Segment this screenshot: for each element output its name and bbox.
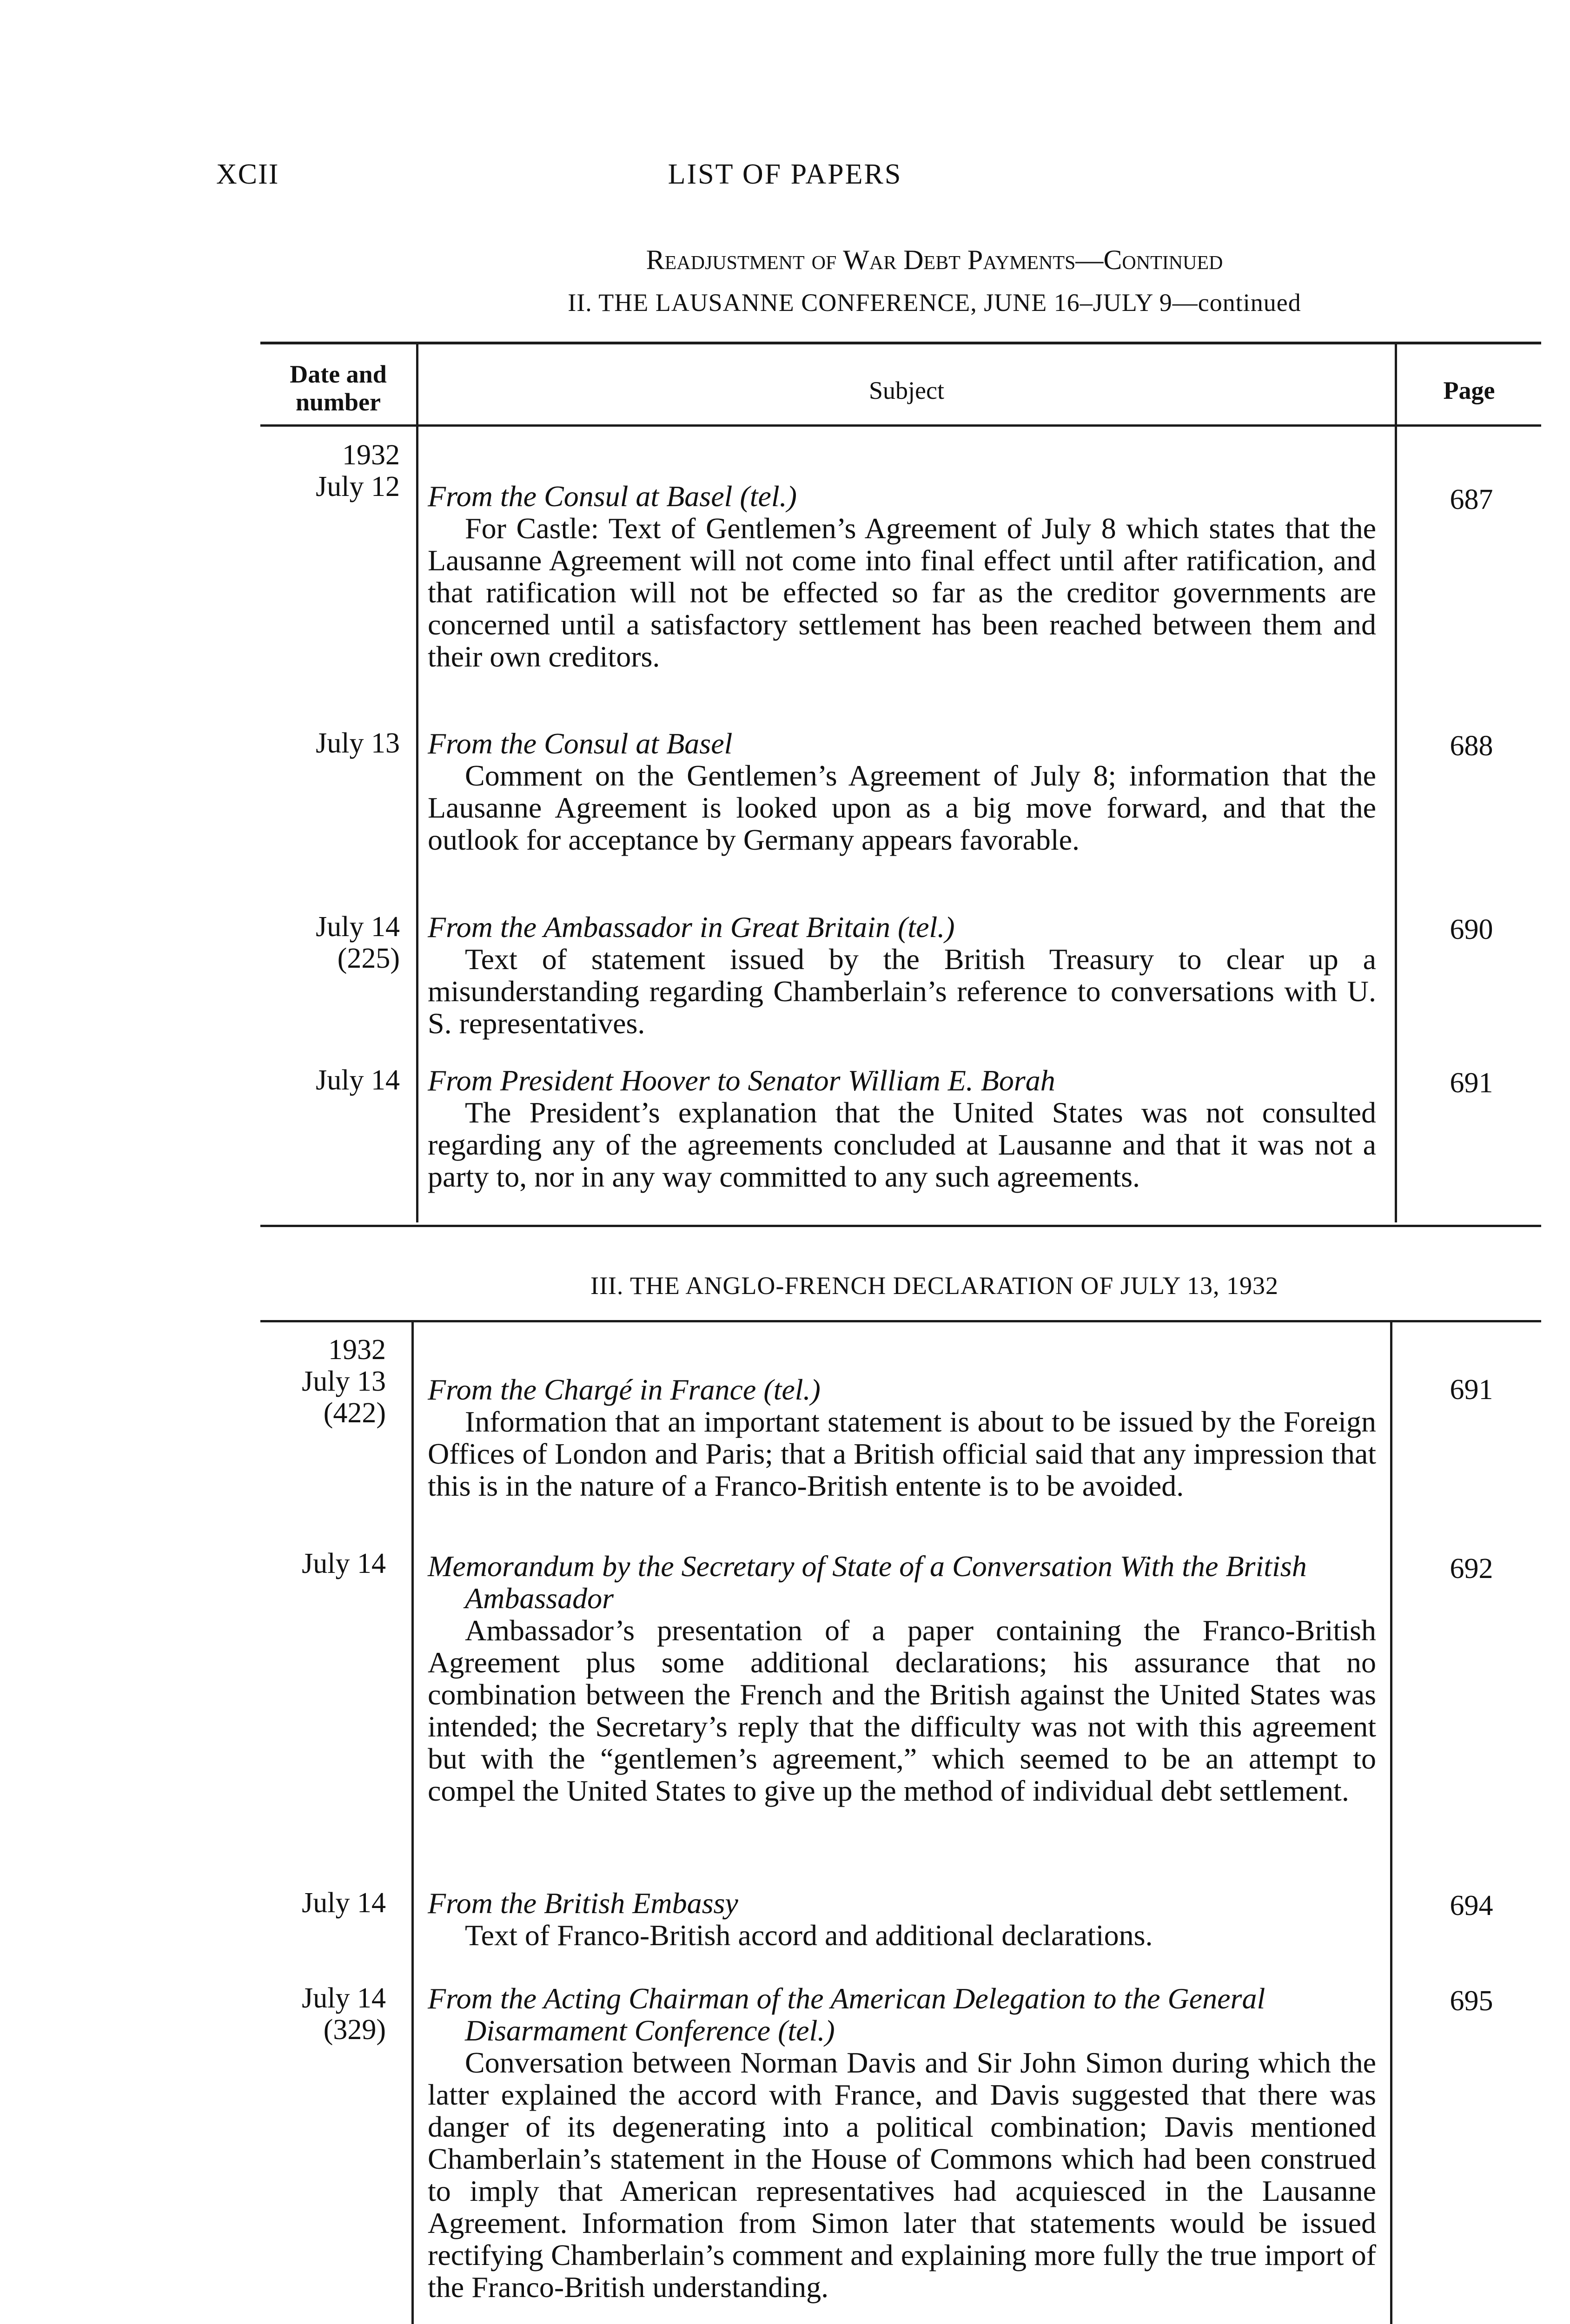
entry [428, 1982, 1376, 2303]
table-bottom-rule [260, 1225, 1541, 1227]
entry [428, 1550, 1376, 1807]
entry-title: From the Acting Chairman of the American Delegation to the General Disarmament Conference (tel.) [428, 1982, 1265, 2047]
date-column-divider [411, 1320, 414, 2324]
subject-column-header: Subject [869, 376, 944, 404]
entry-title: From President Hoover to Senator William E. Borah [428, 1064, 1055, 1097]
entry [428, 480, 1376, 673]
entry-description: Conversation between Norman Davis and Sir John Simon during which the latter explained the accord with France, and Davis suggested that there was danger of its degenerating into a political combination; Davis mentioned Chamberlain’s statement in the House of Commons which had been construed to imply that American representatives had acquiesced in the Lausanne Agreement. Information from Simon later that statements would be issued rectifying Chamberlain’s comment and explaining more fully the true import of the Franco-British understanding. [428, 2046, 1376, 2304]
entry-page: 688 [1450, 730, 1493, 762]
entry-title: From the Ambassador in Great Britain (tel.) [428, 911, 955, 944]
entry-date: July 14 (225) [316, 911, 400, 974]
running-title: LIST OF PAPERS [668, 158, 902, 190]
entry-title: From the Consul at Basel [428, 727, 733, 760]
entry-description: Ambassador’s presentation of a paper containing the Franco-British Agreement plus some additional declarations; his assurance that no combination between the French and the British against the United States was intended; the Secretary’s reply that the difficulty was not with this agreement but with the “gentlemen’s agreement,” which seemed to be an attempt to compel the United States to give up the method of individual debt settlement. [428, 1614, 1376, 1807]
entry-date: 1932 July 13 (422) [302, 1334, 386, 1429]
entry-title: From the British Embassy [428, 1887, 738, 1920]
entry-page: 694 [1450, 1890, 1493, 1921]
entry-page: 695 [1450, 1985, 1493, 2017]
table-header-rule [260, 424, 1541, 427]
entry-description: Text of Franco-British accord and additional declarations. [465, 1919, 1153, 1952]
date-column-divider [416, 342, 418, 1222]
entry [428, 911, 1376, 1039]
table-top-rule [260, 1320, 1541, 1322]
entry-description: For Castle: Text of Gentlemen’s Agreement of July 8 which states that the Lausanne Agreement will not come into final effect until after ratification, and that ratification will not be effected so far as the creditor governments are concerned until a satisfactory settlement has been reached between them and their own creditors. [428, 512, 1376, 673]
subsection-heading-lausanne: II. THE LAUSANNE CONFERENCE, JUNE 16–JULY 9—continued [568, 289, 1301, 317]
entry-title: From the Consul at Basel (tel.) [428, 480, 797, 513]
subsection-heading-anglo-french: III. THE ANGLO-FRENCH DECLARATION OF JULY 13, 1932 [590, 1272, 1279, 1300]
entry-description: The President’s explanation that the United States was not consulted regarding any of the agreements concluded at Lausanne and that it was not a party to, nor in any way committed to any such agreements. [428, 1096, 1376, 1193]
entry [428, 1373, 1376, 1502]
entry-description: Text of statement issued by the British Treasury to clear up a misunderstanding regarding Chamberlain’s reference to conversations with U. S. representatives. [428, 943, 1376, 1040]
entry-date: July 14 [316, 1064, 400, 1096]
entry-description: Information that an important statement is about to be issued by the Foreign Offices of London and Paris; that a British official said that any impression that this is in the nature of a Franco-British entente is to be avoided. [428, 1405, 1376, 1502]
entry-page: 691 [1450, 1067, 1493, 1099]
date-column-header: Date and number [290, 360, 387, 416]
entry [428, 1064, 1376, 1193]
page-column-divider [1390, 1320, 1392, 2324]
entry-date: July 14 [302, 1548, 386, 1579]
page-column-header: Page [1443, 376, 1495, 404]
page-number: XCII [216, 158, 279, 190]
entry-page: 690 [1450, 914, 1493, 945]
entry-title: Memorandum by the Secretary of State of a Conversation With the British Ambassador [428, 1550, 1307, 1615]
entry [428, 1887, 1376, 1951]
page-column-divider [1395, 342, 1397, 1222]
section-heading: Readjustment of War Debt Payments—Continued [646, 244, 1223, 275]
entry-description: Comment on the Gentlemen’s Agreement of July 8; information that the Lausanne Agreement is looked upon as a big move forward, and that the outlook for acceptance by Germany appears favorable. [428, 759, 1376, 856]
entry [428, 727, 1376, 856]
entry-date: July 13 [316, 727, 400, 759]
entry-page: 687 [1450, 484, 1493, 515]
entry-page: 691 [1450, 1374, 1493, 1406]
entry-page: 692 [1450, 1553, 1493, 1585]
entry-title: From the Chargé in France (tel.) [428, 1373, 821, 1406]
entry-date: July 14 [302, 1887, 386, 1919]
entry-date: 1932 July 12 [316, 439, 400, 502]
entry-date: July 14 (329) [302, 1982, 386, 2046]
table-top-rule [260, 342, 1541, 344]
